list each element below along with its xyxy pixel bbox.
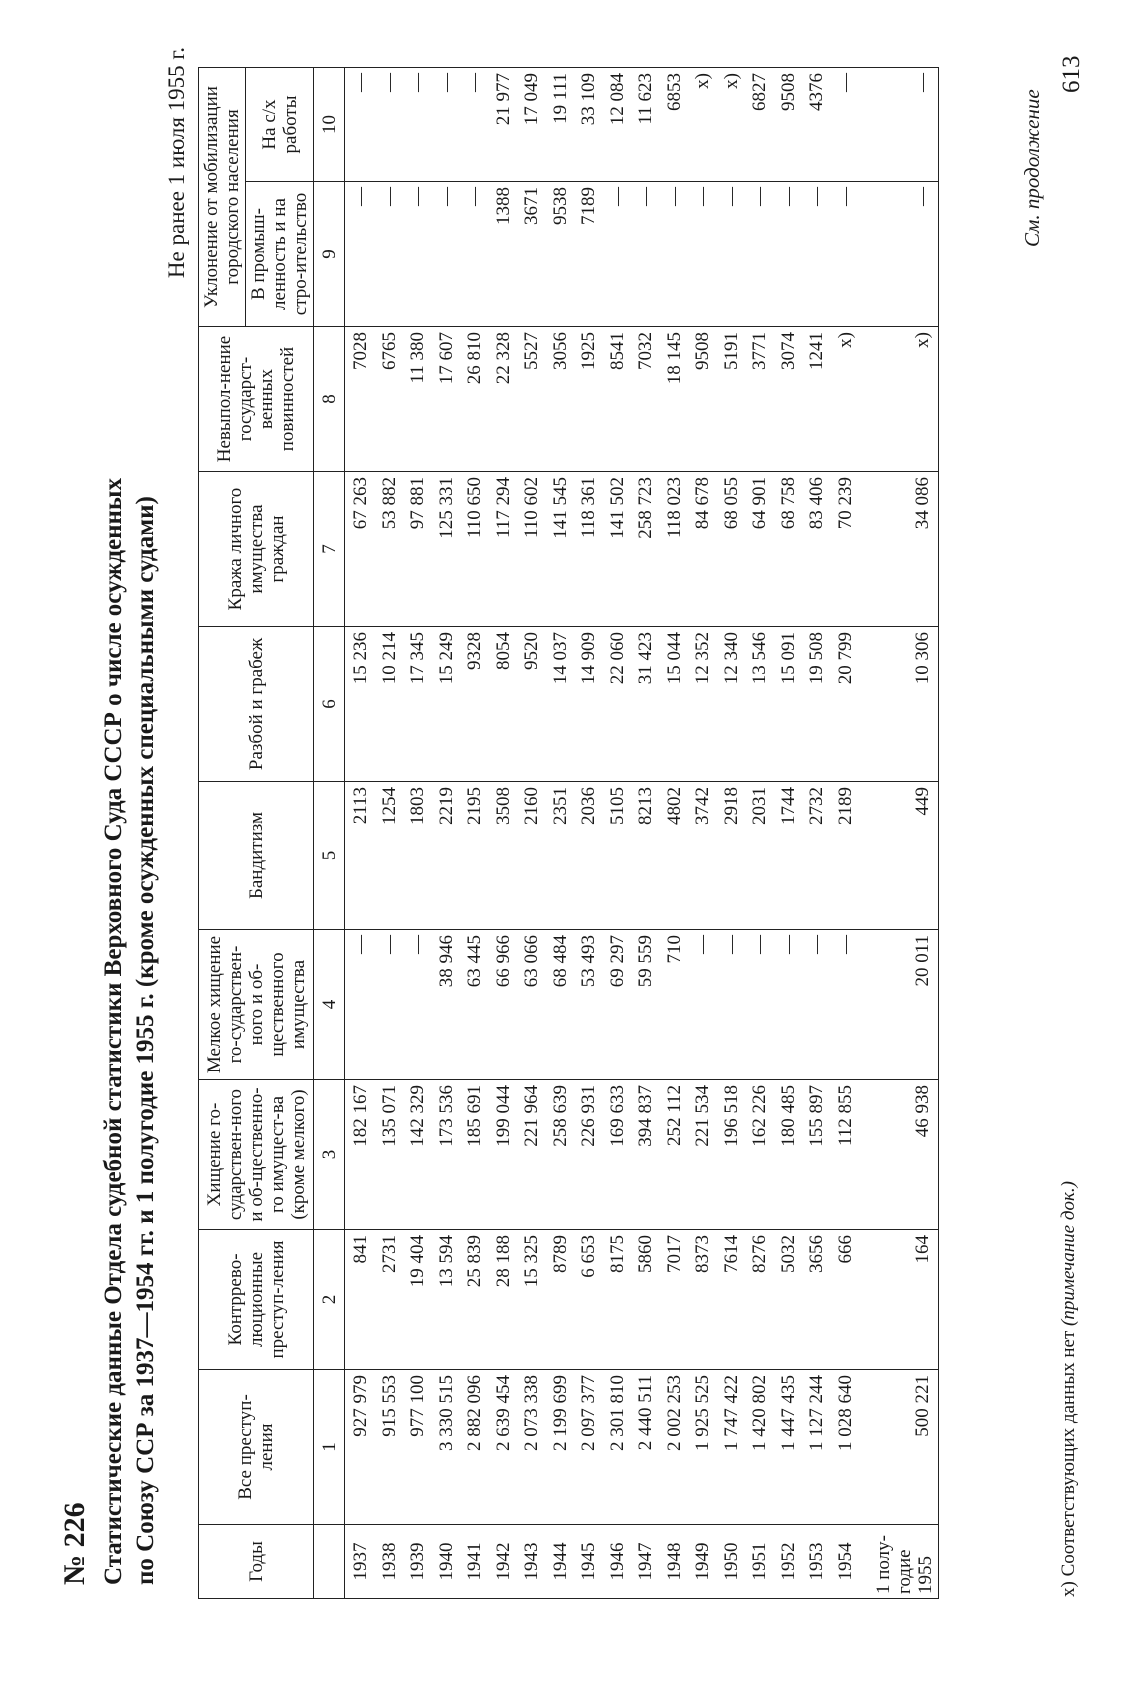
table-row (490, 67, 519, 1598)
value-cell: 2 882 096 (461, 1370, 490, 1525)
year-cell: 1943 (518, 1525, 547, 1599)
year-cell: 1938 (376, 1525, 405, 1599)
column-number: 8 (314, 327, 345, 472)
value-cell: 1 925 525 (689, 1370, 718, 1525)
value-cell: 8541 (604, 327, 633, 472)
value-cell: — (404, 182, 433, 327)
value-cell: 2 097 377 (575, 1370, 604, 1525)
column-number: 7 (314, 472, 345, 627)
header-state-duties: Невыпол-нение государст-венных повинностей (199, 327, 314, 472)
value-cell: 155 897 (803, 1080, 832, 1230)
value-cell: 915 553 (376, 1370, 405, 1525)
table-row (547, 67, 576, 1598)
value-cell: 125 331 (433, 472, 462, 627)
value-cell: 15 325 (518, 1230, 547, 1370)
value-cell: 3671 (518, 182, 547, 327)
value-cell: 9508 (689, 327, 718, 472)
value-cell: 258 723 (632, 472, 661, 627)
value-cell: — (632, 182, 661, 327)
value-cell: — (832, 67, 861, 181)
header-evasion-industry: В промыш-ленность и на стро-ительство (246, 182, 314, 327)
value-cell: 8175 (604, 1230, 633, 1370)
value-cell: 1 028 640 (832, 1370, 861, 1525)
value-cell: 15 249 (433, 627, 462, 782)
value-cell: — (746, 930, 775, 1080)
value-cell: 19 111 (547, 67, 576, 181)
value-cell: — (376, 930, 405, 1080)
year-cell: 1954 (832, 1525, 861, 1599)
value-cell: 142 329 (404, 1080, 433, 1230)
value-cell: — (404, 930, 433, 1080)
year-cell: 1942 (490, 1525, 519, 1599)
value-cell: 70 239 (832, 472, 861, 627)
value-cell: 67 263 (345, 472, 376, 627)
value-cell: 15 044 (661, 627, 690, 782)
year-cell: 1949 (689, 1525, 718, 1599)
table-row (775, 67, 804, 1598)
value-cell: 226 931 (575, 1080, 604, 1230)
year-cell: 1 полу-годие 1955 (860, 1525, 939, 1599)
header-theft-state: Хищение го-сударствен-ного и об-щественно-го имущест-ва (кроме мелкого) (199, 1080, 314, 1230)
table-row (632, 67, 661, 1598)
value-cell: 68 055 (718, 472, 747, 627)
value-cell: 2351 (547, 782, 576, 930)
value-cell: 31 423 (632, 627, 661, 782)
value-cell: 110 602 (518, 472, 547, 627)
column-number: 6 (314, 627, 345, 782)
value-cell: 185 691 (461, 1080, 490, 1230)
value-cell: 17 345 (404, 627, 433, 782)
value-cell: 135 071 (376, 1080, 405, 1230)
value-cell: 710 (661, 930, 690, 1080)
value-cell: 977 100 (404, 1370, 433, 1525)
value-cell: 3 330 515 (433, 1370, 462, 1525)
value-cell: 33 109 (575, 67, 604, 181)
value-cell: — (404, 67, 433, 181)
value-cell: 14 909 (575, 627, 604, 782)
value-cell: 9538 (547, 182, 576, 327)
value-cell: 2 301 810 (604, 1370, 633, 1525)
value-cell: 25 839 (461, 1230, 490, 1370)
value-cell: 666 (832, 1230, 861, 1370)
value-cell: 64 901 (746, 472, 775, 627)
document-title (98, 478, 162, 1585)
year-cell: 1945 (575, 1525, 604, 1599)
value-cell: — (832, 930, 861, 1080)
column-number: 9 (314, 182, 345, 327)
value-cell: 7028 (345, 327, 376, 472)
value-cell: 3508 (490, 782, 519, 930)
value-cell: 5527 (518, 327, 547, 472)
header-all-crimes: Все преступ-ления (199, 1370, 314, 1525)
value-cell: 1388 (490, 182, 519, 327)
value-cell: 2918 (718, 782, 747, 930)
title-line-1: Статистические данные Отдела судебной статистики Верховного Суда СССР о числе осужденных (100, 478, 127, 1585)
value-cell: 14 037 (547, 627, 576, 782)
footnote (1058, 1181, 1080, 1597)
year-cell: 1944 (547, 1525, 576, 1599)
value-cell: 97 881 (404, 472, 433, 627)
value-cell: 258 639 (547, 1080, 576, 1230)
value-cell: 1241 (803, 327, 832, 472)
value-cell: — (461, 67, 490, 181)
value-cell: 180 485 (775, 1080, 804, 1230)
table-row (433, 67, 462, 1598)
value-cell: 2 440 511 (632, 1370, 661, 1525)
value-cell: 6853 (661, 67, 690, 181)
value-cell: 2160 (518, 782, 547, 930)
value-cell: 1 420 802 (746, 1370, 775, 1525)
value-cell: 69 297 (604, 930, 633, 1080)
value-cell: 6765 (376, 327, 405, 472)
header-banditry: Бандитизм (199, 782, 314, 930)
value-cell: 3771 (746, 327, 775, 472)
value-cell: 13 594 (433, 1230, 462, 1370)
value-cell: x) (689, 67, 718, 181)
column-number: 3 (314, 1080, 345, 1230)
value-cell: x) (718, 67, 747, 181)
value-cell: 11 380 (404, 327, 433, 472)
value-cell: 2031 (746, 782, 775, 930)
value-cell: 196 518 (718, 1080, 747, 1230)
year-cell: 1948 (661, 1525, 690, 1599)
value-cell: 9328 (461, 627, 490, 782)
value-cell: 2189 (832, 782, 861, 930)
value-cell: 28 188 (490, 1230, 519, 1370)
value-cell: 199 044 (490, 1080, 519, 1230)
value-cell: 117 294 (490, 472, 519, 627)
value-cell: 8276 (746, 1230, 775, 1370)
header-robbery: Разбой и грабеж (199, 627, 314, 782)
table-body (345, 67, 939, 1598)
year-cell: 1950 (718, 1525, 747, 1599)
value-cell: 3074 (775, 327, 804, 472)
dateline: Не ранее 1 июля 1955 г. (164, 47, 189, 279)
value-cell: 118 023 (661, 472, 690, 627)
value-cell: 221 964 (518, 1080, 547, 1230)
value-cell: 11 623 (632, 67, 661, 181)
year-cell: 1947 (632, 1525, 661, 1599)
value-cell: 9520 (518, 627, 547, 782)
value-cell: 112 855 (832, 1080, 861, 1230)
value-cell: — (604, 182, 633, 327)
value-cell: 1 747 422 (718, 1370, 747, 1525)
footnote-text: x) Соответствующих данных нет (1058, 1330, 1079, 1597)
value-cell: 10 214 (376, 627, 405, 782)
value-cell: 2195 (461, 782, 490, 930)
value-cell: 1744 (775, 782, 804, 930)
value-cell: — (775, 930, 804, 1080)
column-number: 4 (314, 930, 345, 1080)
value-cell: 20 799 (832, 627, 861, 782)
value-cell: 1 127 244 (803, 1370, 832, 1525)
value-cell: 63 066 (518, 930, 547, 1080)
value-cell: 19 404 (404, 1230, 433, 1370)
header-mobilization-evasion: Уклонение от мобилизации городского населения (199, 67, 246, 326)
value-cell: 18 145 (661, 327, 690, 472)
table-row (860, 67, 939, 1598)
value-cell: — (689, 182, 718, 327)
value-cell: 1803 (404, 782, 433, 930)
value-cell: 12 084 (604, 67, 633, 181)
column-number: 5 (314, 782, 345, 930)
value-cell: 3056 (547, 327, 576, 472)
table-row (803, 67, 832, 1598)
value-cell: — (376, 67, 405, 181)
table-row (661, 67, 690, 1598)
continued-note: См. продолжение (1020, 89, 1044, 247)
value-cell: 4376 (803, 67, 832, 181)
year-cell: 1941 (461, 1525, 490, 1599)
value-cell: 5860 (632, 1230, 661, 1370)
value-cell: — (345, 930, 376, 1080)
value-cell: 6827 (746, 67, 775, 181)
value-cell: 2 199 699 (547, 1370, 576, 1525)
value-cell: 2219 (433, 782, 462, 930)
value-cell: 841 (345, 1230, 376, 1370)
value-cell: — (803, 930, 832, 1080)
value-cell: 2731 (376, 1230, 405, 1370)
value-cell: 169 633 (604, 1080, 633, 1230)
header-personal-theft: Кража личного имущества граждан (199, 472, 314, 627)
table-row (718, 67, 747, 1598)
column-number-blank (314, 1525, 345, 1599)
value-cell: 118 361 (575, 472, 604, 627)
value-cell: 927 979 (345, 1370, 376, 1525)
value-cell: 53 882 (376, 472, 405, 627)
value-cell: x) (832, 327, 861, 472)
value-cell: — (345, 67, 376, 181)
value-cell: 3656 (803, 1230, 832, 1370)
value-cell: 38 946 (433, 930, 462, 1080)
value-cell: 13 546 (746, 627, 775, 782)
value-cell: 162 226 (746, 1080, 775, 1230)
value-cell: 173 536 (433, 1080, 462, 1230)
value-cell: x) (860, 327, 939, 472)
table-row (518, 67, 547, 1598)
value-cell: 68 484 (547, 930, 576, 1080)
value-cell: 84 678 (689, 472, 718, 627)
year-cell: 1953 (803, 1525, 832, 1599)
value-cell: — (433, 67, 462, 181)
header-row (199, 67, 246, 1598)
value-cell: 5032 (775, 1230, 804, 1370)
value-cell: 1254 (376, 782, 405, 930)
column-number: 2 (314, 1230, 345, 1370)
value-cell: — (860, 182, 939, 327)
year-cell: 1939 (404, 1525, 433, 1599)
value-cell: 3742 (689, 782, 718, 930)
value-cell: — (661, 182, 690, 327)
column-number: 1 (314, 1370, 345, 1525)
table-row (832, 67, 861, 1598)
column-number: 10 (314, 67, 345, 181)
table-row (404, 67, 433, 1598)
value-cell: 15 091 (775, 627, 804, 782)
value-cell: 110 650 (461, 472, 490, 627)
value-cell: 2 073 338 (518, 1370, 547, 1525)
table-row (461, 67, 490, 1598)
year-cell: 1937 (345, 1525, 376, 1599)
value-cell: 53 493 (575, 930, 604, 1080)
value-cell: 7614 (718, 1230, 747, 1370)
value-cell: 68 758 (775, 472, 804, 627)
value-cell: 12 340 (718, 627, 747, 782)
year-cell: 1952 (775, 1525, 804, 1599)
value-cell: 7017 (661, 1230, 690, 1370)
value-cell: 449 (860, 782, 939, 930)
value-cell: — (775, 182, 804, 327)
value-cell: — (832, 182, 861, 327)
value-cell: 141 502 (604, 472, 633, 627)
value-cell: 2113 (345, 782, 376, 930)
value-cell: 6 653 (575, 1230, 604, 1370)
value-cell: 1 447 435 (775, 1370, 804, 1525)
year-cell: 1940 (433, 1525, 462, 1599)
value-cell: 1925 (575, 327, 604, 472)
value-cell: 22 328 (490, 327, 519, 472)
value-cell: 34 086 (860, 472, 939, 627)
value-cell: — (746, 182, 775, 327)
value-cell: 141 545 (547, 472, 576, 627)
value-cell: — (718, 182, 747, 327)
value-cell: 500 221 (860, 1370, 939, 1525)
page-number: 613 (1058, 55, 1085, 93)
value-cell: 5191 (718, 327, 747, 472)
value-cell: 8373 (689, 1230, 718, 1370)
value-cell: 10 306 (860, 627, 939, 782)
table-row (376, 67, 405, 1598)
value-cell: 8789 (547, 1230, 576, 1370)
value-cell: 15 236 (345, 627, 376, 782)
value-cell: 182 167 (345, 1080, 376, 1230)
value-cell: 394 837 (632, 1080, 661, 1230)
value-cell: 63 445 (461, 930, 490, 1080)
value-cell: — (345, 182, 376, 327)
value-cell: — (860, 67, 939, 181)
value-cell: 4802 (661, 782, 690, 930)
value-cell: 22 060 (604, 627, 633, 782)
value-cell: — (433, 182, 462, 327)
value-cell: — (803, 182, 832, 327)
value-cell: 7189 (575, 182, 604, 327)
value-cell: 9508 (775, 67, 804, 181)
year-cell: 1946 (604, 1525, 633, 1599)
value-cell: 83 406 (803, 472, 832, 627)
value-cell: 252 112 (661, 1080, 690, 1230)
value-cell: — (461, 182, 490, 327)
value-cell: 2 639 454 (490, 1370, 519, 1525)
table-row (689, 67, 718, 1598)
value-cell: 8213 (632, 782, 661, 930)
footnote-note: (примечание док.) (1058, 1181, 1079, 1326)
year-cell: 1951 (746, 1525, 775, 1599)
column-number-row (314, 67, 345, 1598)
value-cell: 19 508 (803, 627, 832, 782)
value-cell: 2732 (803, 782, 832, 930)
header-counterrevolutionary: Контррево-люционные преступ-ления (199, 1230, 314, 1370)
value-cell: 2036 (575, 782, 604, 930)
title-line-2: по Союзу ССР за 1937—1954 гг. и 1 полугодие 1955 г. (кроме осужденных специальными судами) (132, 496, 159, 1585)
value-cell: 7032 (632, 327, 661, 472)
value-cell: 12 352 (689, 627, 718, 782)
value-cell: — (689, 930, 718, 1080)
header-years: Годы (199, 1525, 314, 1599)
value-cell: — (718, 930, 747, 1080)
value-cell: — (376, 182, 405, 327)
value-cell: 20 011 (860, 930, 939, 1080)
value-cell: 21 977 (490, 67, 519, 181)
table-row (746, 67, 775, 1598)
table-row (345, 67, 376, 1598)
table-row (575, 67, 604, 1598)
value-cell: 8054 (490, 627, 519, 782)
value-cell: 26 810 (461, 327, 490, 472)
value-cell: 164 (860, 1230, 939, 1370)
document-number: № 226 (58, 1502, 91, 1585)
value-cell: 17 607 (433, 327, 462, 472)
statistics-table (198, 67, 939, 1599)
value-cell: 5105 (604, 782, 633, 930)
table-row (604, 67, 633, 1598)
value-cell: 17 049 (518, 67, 547, 181)
value-cell: 46 938 (860, 1080, 939, 1230)
value-cell: 221 534 (689, 1080, 718, 1230)
header-petty-theft: Мелкое хищение го-сударствен-ного и об-щественного имущества (199, 930, 314, 1080)
value-cell: 59 559 (632, 930, 661, 1080)
value-cell: 66 966 (490, 930, 519, 1080)
value-cell: 2 002 253 (661, 1370, 690, 1525)
header-evasion-agriculture: На с/х работы (246, 67, 314, 181)
